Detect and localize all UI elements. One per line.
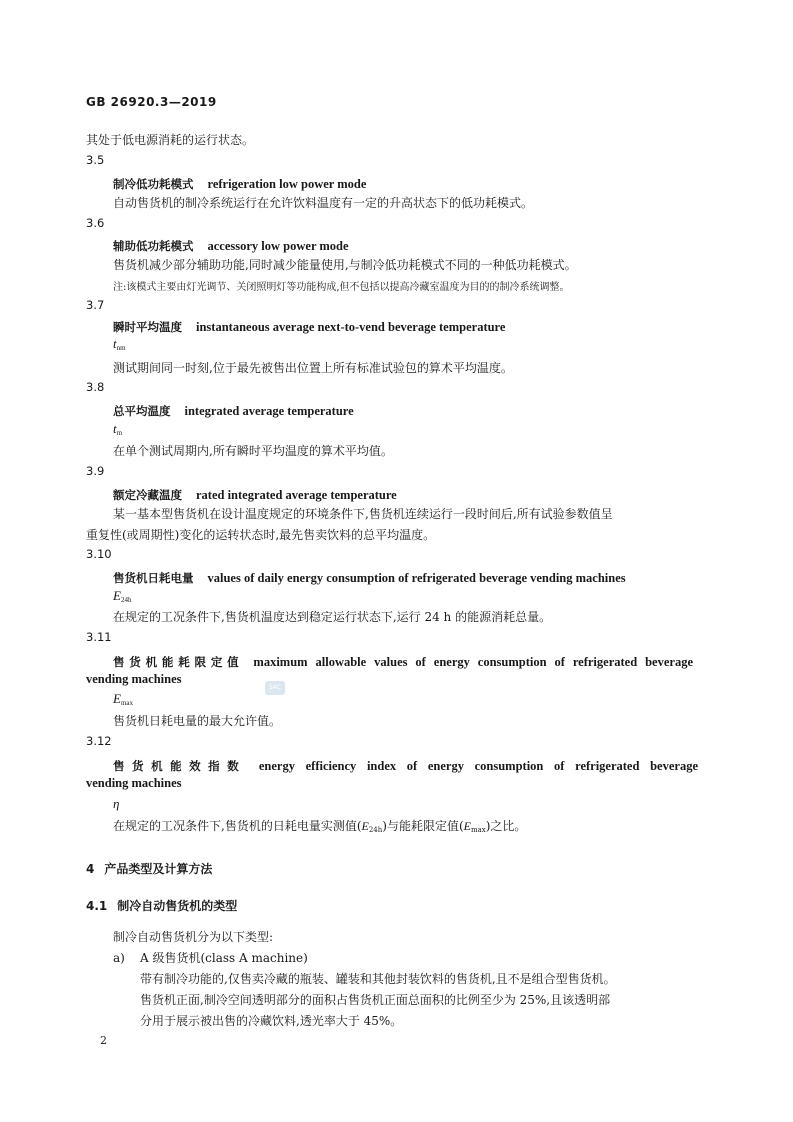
term-en: energy efficiency index of energy consumption of refrigerated beverage [258,759,698,773]
page-number: 2 [100,1034,107,1047]
term-heading [113,567,626,586]
definition: 售货机减少部分辅助功能,同时减少能量使用,与制冷低功耗模式不同的一种低功耗模式。 [113,258,577,272]
term-cn: 售货机日耗电量 [113,571,194,585]
list-item-title: A 级售货机(class A machine) [140,951,308,965]
symbol: η [113,796,120,811]
symbol: $t_{nm}$ [113,336,126,352]
definition: 在规定的工况条件下,售货机温度达到稳定运行状态下,运行 24 h 的能源消耗总量。 [113,610,552,624]
definition: 售货机日耗电量的最大允许值。 [113,714,282,728]
note: 注:该模式主要由灯光调节、关闭照明灯等功能构成,但不包括以提高冷藏室温度为目的的制冷系统调整。 [113,282,570,293]
term-cn: 制冷低功耗模式 [113,177,194,191]
clause-number: 3.10 [86,547,112,561]
symbol: $E_{max}$ [113,691,134,707]
term-en: refrigeration low power mode [207,177,367,191]
term-heading [113,316,505,335]
clause-number: 3.7 [86,298,105,312]
list-item-text: 售货机正面,制冷空间透明部分的面积占售货机正面总面积的比例至少为 25%,且该透明部 [140,993,611,1007]
term-en: integrated average temperature [184,404,354,418]
definition: 在规定的工况条件下,售货机的日耗电量实测值(E24h)与能耗限定值(Emax)之比。 [113,819,527,834]
intro-text: 其处于低电源消耗的运行状态。 [86,133,255,147]
definition-line: 某一基本型售货机在设计温度规定的环境条件下,售货机连续运行一段时间后,所有试验参数值呈 [113,507,613,521]
symbol: $t_m$ [113,421,123,437]
clause-number: 3.6 [86,216,105,230]
list-item-label: a) [113,951,125,965]
term-cn: 额定冷藏温度 [113,488,182,502]
section-heading: 4 产品类型及计算方法 [86,862,213,876]
definition-line: 重复性(或周期性)变化的运转状态时,最先售卖饮料的总平均温度。 [86,528,436,542]
term-en: rated integrated average temperature [196,488,397,502]
subsection-heading: 4.1 制冷自动售货机的类型 [86,899,238,913]
watermark-logo: SAC [265,681,285,695]
definition: 自动售货机的制冷系统运行在允许饮料温度有一定的升高状态下的低功耗模式。 [113,196,534,210]
term-cn: 售货机能耗限定值 [113,655,244,669]
standard-code: GB 26920.3—2019 [86,95,217,109]
clause-number: 3.8 [86,380,105,394]
term-cn: 售货机能效指数 [113,759,247,773]
term-heading [113,651,693,670]
term-cn: 瞬时平均温度 [113,320,182,334]
term-heading [113,173,366,192]
symbol: $E_{24h}$ [113,588,132,604]
term-heading [113,484,397,503]
term-en: instantaneous average next-to-vend beverage temperature [196,320,506,334]
list-item-text: 分用于展示被出售的冷藏饮料,透光率大于 45%。 [140,1014,403,1028]
definition: 测试期间同一时刻,位于最先被售出位置上所有标准试验包的算术平均温度。 [113,361,513,375]
term-en-continued: vending machines [86,776,182,790]
definition: 在单个测试周期内,所有瞬时平均温度的算术平均值。 [113,444,393,458]
term-heading [113,235,349,254]
clause-number: 3.5 [86,153,105,167]
term-cn: 总平均温度 [113,404,171,418]
term-en: values of daily energy consumption of refrigerated beverage vending machines [207,571,626,585]
term-heading [113,755,698,774]
list-intro: 制冷自动售货机分为以下类型: [113,930,274,944]
term-en: accessory low power mode [207,239,349,253]
list-item-text: 带有制冷功能的,仅售卖冷藏的瓶装、罐装和其他封装饮料的售货机,且不是组合型售货机。 [140,972,616,986]
clause-number: 3.12 [86,734,112,748]
term-cn: 辅助低功耗模式 [113,239,194,253]
clause-number: 3.11 [86,630,112,644]
term-heading [113,400,354,419]
term-en-continued: vending machines [86,672,182,686]
term-en: maximum allowable values of energy consumption of refrigerated beverage [253,655,693,669]
clause-number: 3.9 [86,464,105,478]
